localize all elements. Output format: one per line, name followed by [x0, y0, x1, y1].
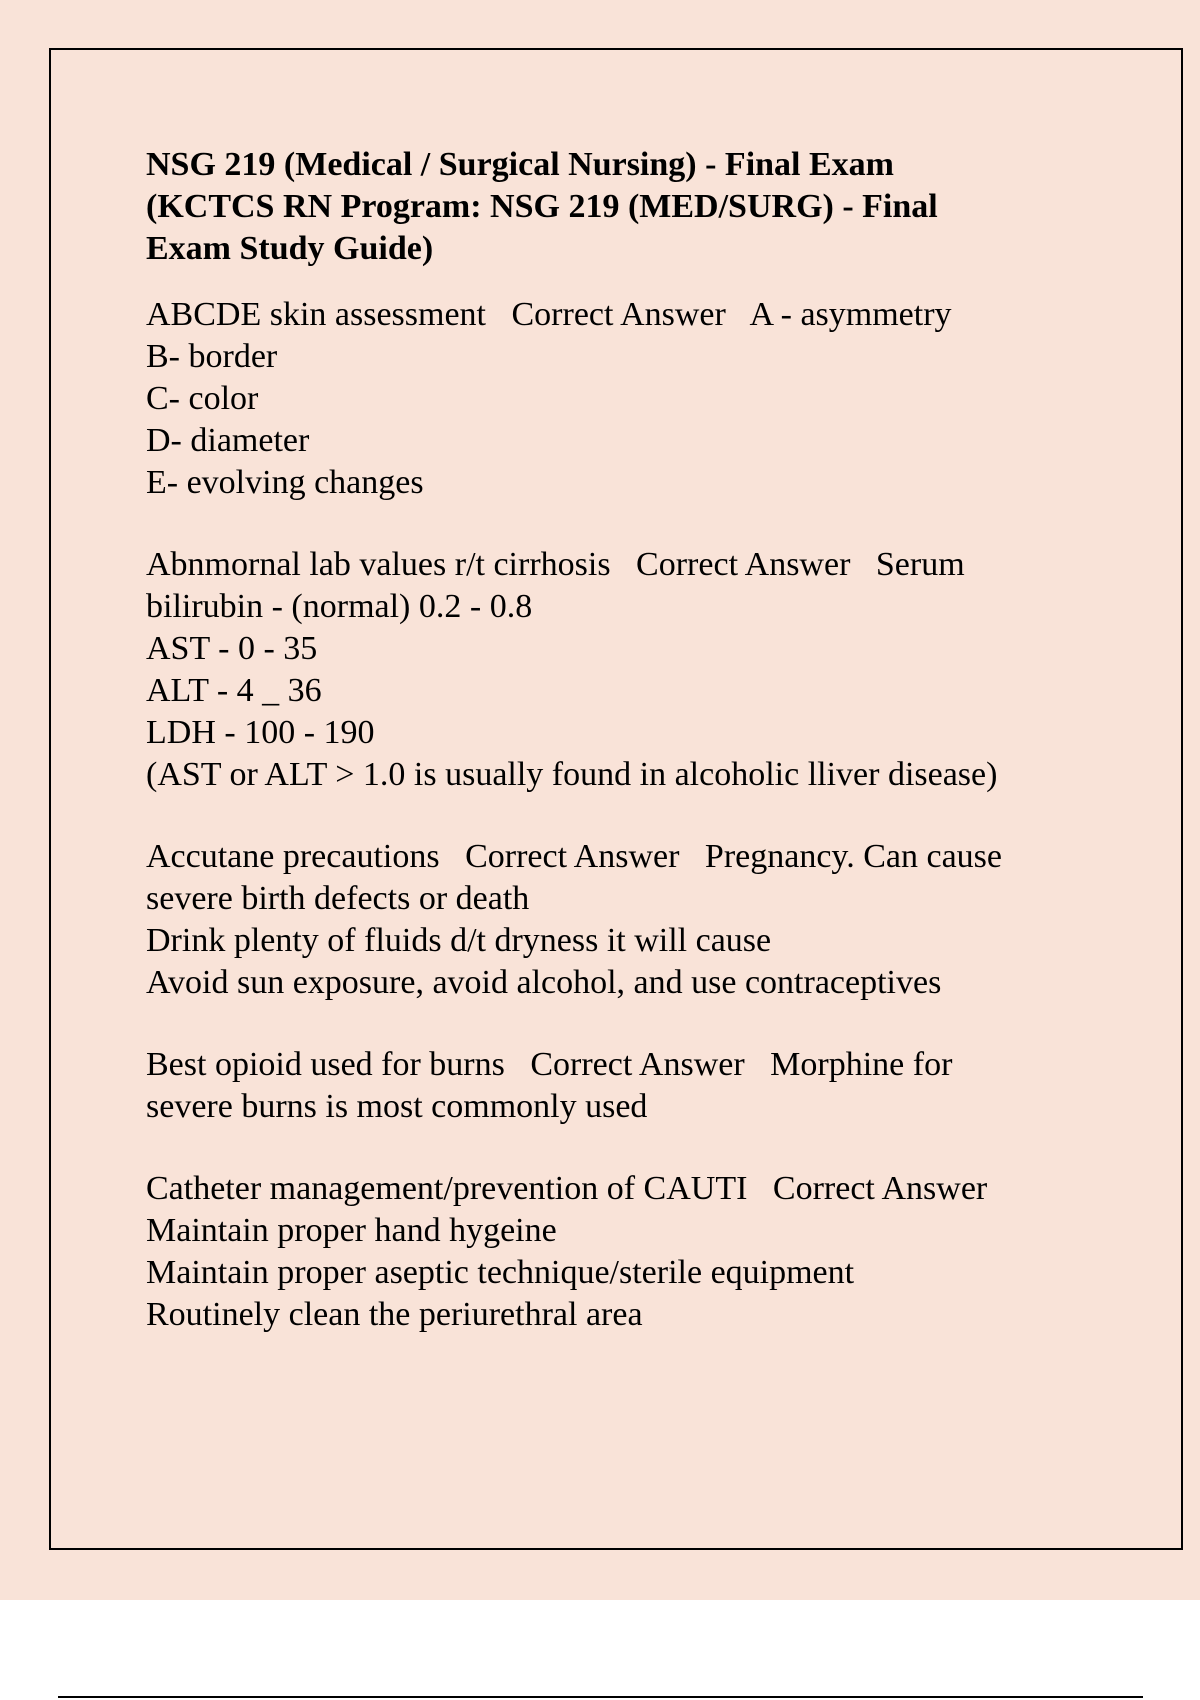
qa-line: AST - 0 - 35: [146, 630, 318, 667]
qa-line: ABCDE skin assessment Correct Answer A - asymmetry: [146, 296, 952, 333]
qa-line: Best opioid used for burns Correct Answer Morphine for: [146, 1046, 953, 1083]
qa-line: bilirubin - (normal) 0.2 - 0.8: [146, 588, 533, 625]
footer-divider: [58, 1696, 1143, 1698]
qa-line: Accutane precautions Correct Answer Pregnancy. Can cause: [146, 838, 1002, 875]
document-content: [146, 144, 1146, 1376]
qa-line: D- diameter: [146, 422, 310, 459]
document-title: NSG 219 (Medical / Surgical Nursing) - Final Exam (KCTCS RN Program: NSG 219 (MED/SURG) - Final Exam Study Guide): [146, 146, 938, 267]
qa-line: Drink plenty of fluids d/t dryness it will cause: [146, 922, 772, 959]
qa-entry-abcde: [146, 294, 1146, 504]
qa-line: C- color: [146, 380, 259, 417]
qa-line: Catheter management/prevention of CAUTI Correct Answer: [146, 1170, 988, 1207]
qa-entry-burns-opioid: [146, 1044, 1146, 1128]
qa-entry-accutane: [146, 836, 1146, 1004]
qa-line: Routinely clean the periurethral area: [146, 1296, 643, 1333]
qa-line: LDH - 100 - 190: [146, 714, 375, 751]
qa-entry-cauti: [146, 1168, 1146, 1336]
qa-line: ALT - 4 _ 36: [146, 672, 322, 709]
qa-line: (AST or ALT > 1.0 is usually found in alcoholic lliver disease): [146, 756, 998, 793]
qa-line: Avoid sun exposure, avoid alcohol, and use contraceptives: [146, 964, 942, 1001]
qa-line: Abnmornal lab values r/t cirrhosis Correct Answer Serum: [146, 546, 965, 583]
qa-line: severe burns is most commonly used: [146, 1088, 648, 1125]
qa-line: E- evolving changes: [146, 464, 424, 501]
qa-line: Maintain proper aseptic technique/sterile equipment: [146, 1254, 855, 1291]
qa-entry-cirrhosis-labs: [146, 544, 1146, 796]
qa-line: Maintain proper hand hygeine: [146, 1212, 557, 1249]
qa-line: B- border: [146, 338, 278, 375]
qa-line: severe birth defects or death: [146, 880, 530, 917]
